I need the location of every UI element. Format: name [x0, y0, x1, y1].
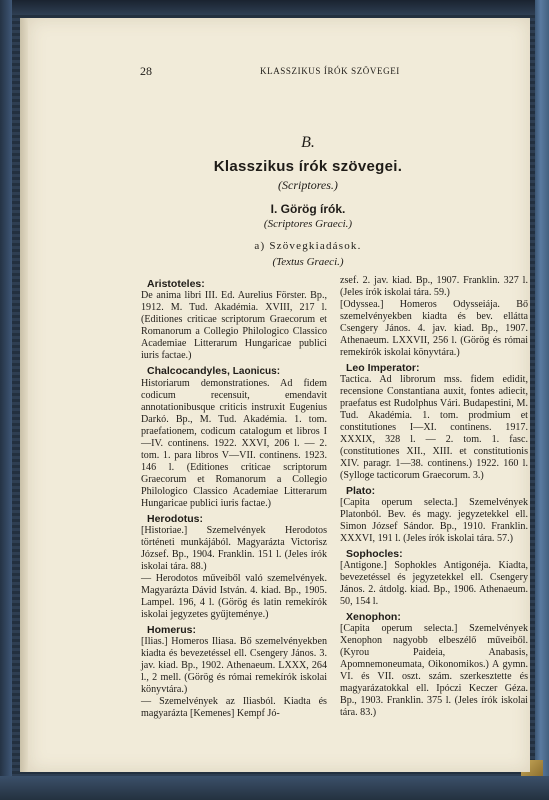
author-name: Aristoteles:: [147, 278, 205, 290]
group-subtitle: (Scriptores Graeci.): [263, 218, 353, 230]
entry-xenophon: [340, 611, 528, 719]
author-name: [147, 365, 327, 378]
right-column: [340, 275, 528, 719]
book-top-edge: [0, 0, 549, 14]
author-name: Plato:: [346, 485, 376, 497]
book-page: [28, 18, 530, 772]
entry-herodotus: [141, 513, 327, 621]
entry-text: [Antigone.] Sophokles Antigonéja. Kiadta, bevezetéssel és jegyzetekkel ell. Csengery János. 2. átdolg. kiad. Bp., 1906. Athenaeum. 50, 154 l.: [340, 560, 528, 607]
entry-homerus-continued: [340, 275, 528, 359]
entry-text: [Ilias.] Homeros Iliasa. Bő szemelvényekben kiadta és bevezetéssel ell. Csengery János. 3. jav. kiad. Bp., 1902. Athenaeum. LXXX, 264 l., 2 mell. (Görög és római remekírók iskolai könyvtára.): [141, 636, 327, 695]
entry-text: De anima libri III. Ed. Aurelius Förster. Bp., 1912. M. Tud. Akadémia. XVIII, 217 l. (Editiones criticae scriptorum Graecorum et Romanorum a Collegio Philologico Classico Academiae Litterarum Hungaricae publici iuris factae.): [141, 290, 327, 361]
author-name: Sophocles:: [346, 548, 403, 560]
left-column: [141, 275, 327, 720]
section-title: Klasszikus írók szövegei.: [213, 158, 403, 175]
author-name: Leo Imperator:: [346, 362, 420, 374]
entry-text: [Capita operum selecta.] Szemelvények Xenophon nagyobb elbeszélő műveiből. (Kyrou Paideia, Anabasis, Apomnemoneumata, Oikonomikos.) A gymn. VI. és VII. oszt. szám. szerkesztette és magyarázatokkal ell. Ipóczi Keczer Géza. Bp., 1903. Franklin. 375 l. (Jeles írók iskolai tára. 83.): [340, 623, 528, 718]
entry-sophocles: [340, 548, 528, 608]
author-forename: Laonicus:: [232, 366, 281, 377]
entry-homerus: [141, 624, 327, 720]
entry-text: [Historiae.] Szemelvények Herodotos történeti munkájából. Magyarázta Victorisz József. Bp., 1904. Franklin. 151 l. (Jeles írók iskolai tára. 88.): [141, 525, 327, 572]
section-letter: B.: [301, 134, 315, 151]
entry-text-continued: — Herodotos műveiből való szemelvények. Magyarázta Dávid István. 4. kiad. Bp., 1905. Lampel. 196, 4 l. (Görög és latin remekírók iskolai jegyzetes gyűjteménye.): [141, 573, 327, 620]
entry-text: Tactica. Ad librorum mss. fidem edidit, recensione Constantiana auxit, fontes adiecit, praefatus est Rudolphus Vári. Budapestini, M. Tud. Akadémia. 1. tom. prodmium et constitutiones I—XI. continens. 1917. XXXIX, 328 l. — 2. tom. 1. fasc. (constitutiones XII., XIII. et constitutionis XIV. paragr. 1—38. continens.) 1922. 160 l. (Sylloge tacticorum Graecorum. 3.): [340, 374, 528, 481]
entry-text: [Capita operum selecta.] Szemelvények Platonból. Bev. és magy. jegyzetekkel ell. Simon József Sándor. Bp., 1910. Franklin. XXXVI, 191 l. (Jeles írók iskolai tára. 57.): [340, 497, 528, 544]
entry-chalcocandyles: [141, 365, 327, 510]
author-surname: Chalcocandyles,: [147, 365, 230, 377]
subsection-title: a) Szövegkiadások.: [254, 240, 362, 252]
entry-text: zsef. 2. jav. kiad. Bp., 1907. Franklin. 327 l. (Jeles írók iskolai tára. 59.): [340, 275, 528, 298]
entry-leo-imperator: [340, 362, 528, 482]
book-bottom-edge: [0, 776, 549, 800]
running-head: [28, 64, 530, 80]
author-name: Homerus:: [147, 624, 197, 636]
page-number: 28: [140, 64, 152, 78]
entry-text-continued: [Odyssea.] Homeros Odysseiája. Bő szemelvényekben kiadta és bev. ellátta Csengery János. 4. jav. kiad. Bp., 1907. Athenaeum. LXXVII, 256 l. (Görög és római remekírók iskolai könyvtára.): [340, 299, 528, 358]
author-name: Xenophon:: [346, 611, 401, 623]
author-name: Herodotus:: [147, 513, 203, 525]
group-title: I. Görög írók.: [270, 202, 346, 216]
section-subtitle: (Scriptores.): [278, 178, 338, 192]
book-cover-right: [535, 0, 549, 800]
book-cover-left: [0, 0, 12, 800]
entry-aristoteles: [141, 278, 327, 362]
entry-text-continued: — Szemelvények az Iliasból. Kiadta és magyarázta [Kemenes] Kempf Jó-: [141, 696, 327, 719]
running-title: KLASSZIKUS ÍRÓK SZÖVEGEI: [260, 66, 400, 76]
subsection-latin: (Textus Graeci.): [272, 256, 344, 268]
entry-plato: [340, 485, 528, 545]
entry-text: Historiarum demonstrationes. Ad fidem codicum recensuit, emendavit annotationibusque criticis instruxit Eugenius Darkó. Bp., M. Tud. Akadémia. 1. tom. praefationem, codicum catalogum et libros I—IV. continens. 1922. XXVI, 206 l. — 2. tom. 1. para libros V—VII. continens. 1923. 146 l. (Editiones criticae scriptorum Graecorum et Romanorum a Collegio Philologico Classico Academiae Litterarum Hungaricae publici iuris factae.): [141, 378, 327, 509]
